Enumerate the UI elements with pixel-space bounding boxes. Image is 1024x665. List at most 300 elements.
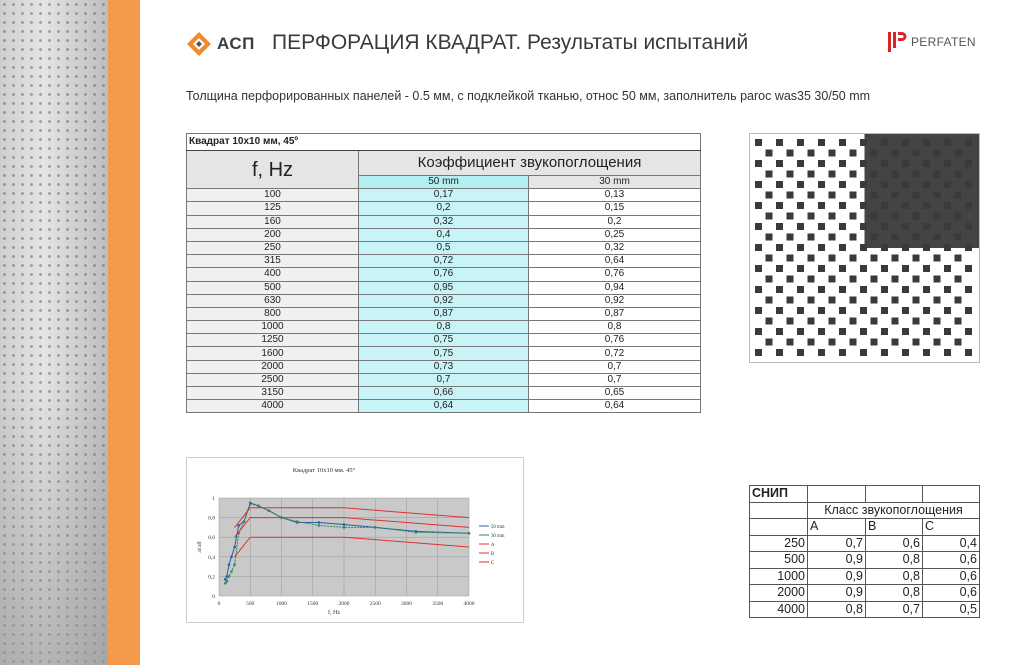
perforation-hole [892,318,899,325]
perforation-hole [934,234,941,241]
perforation-hole [871,276,878,283]
perforation-hole [776,286,783,293]
perforation-hole [955,150,962,157]
legend-label: A [491,543,495,548]
perforation-hole [902,307,909,314]
data-point [233,546,236,549]
value-30mm-cell: 0,8 [529,321,701,334]
data-point [374,526,377,529]
perforation-hole [755,328,762,335]
value-30mm-cell: 0,87 [529,307,701,320]
table-row [187,373,701,386]
table-row [187,281,701,294]
snip-value-cell: 0,6 [923,568,980,585]
perforation-hole [871,150,878,157]
snip-row [750,585,980,602]
perforation-hole [923,202,930,209]
y-tick-label: 0,8 [208,515,215,522]
perforation-hole [934,171,941,178]
perforation-hole [787,234,794,241]
value-30mm-cell: 0,65 [529,387,701,400]
x-tick-label: 1500 [307,601,319,607]
snip-value-cell: 0,9 [808,552,866,569]
perforation-hole [766,318,773,325]
data-point [257,505,260,508]
perforation-hole [955,339,962,346]
perforation-hole [944,181,951,188]
table-row [187,360,701,373]
perforation-hole [818,139,825,146]
value-30mm-cell: 0,7 [529,373,701,386]
perforation-hole [797,286,804,293]
perforation-hole [829,318,836,325]
perforation-hole [755,265,762,272]
freq-cell: 400 [187,268,359,281]
table-row [187,241,701,254]
perforation-hole [839,202,846,209]
x-tick-label: 3000 [401,601,412,607]
data-point [230,570,233,573]
perforation-hole [934,192,941,199]
perforation-pattern-image [749,133,980,363]
perforation-hole [902,265,909,272]
value-50mm-cell: 0,75 [359,347,529,360]
perforation-hole [923,223,930,230]
perforation-hole [913,150,920,157]
chart-title: Квадрат 10х10 мм. 45° [292,467,356,474]
table-row [187,387,701,400]
perforation-hole [787,297,794,304]
perforation-hole [913,234,920,241]
perforation-hole [860,307,867,314]
perforation-hole [839,139,846,146]
perforation-hole [776,160,783,167]
perforation-hole [881,223,888,230]
table-row [187,400,701,413]
snip-value-cell: 0,8 [866,552,923,569]
perforation-hole [860,265,867,272]
freq-cell: 160 [187,215,359,228]
perforation-hole [892,171,899,178]
perforation-hole [944,328,951,335]
perforation-hole [755,223,762,230]
perforation-hole [797,223,804,230]
value-30mm-cell: 0,76 [529,268,701,281]
perforation-hole [787,276,794,283]
perforation-hole [850,276,857,283]
x-tick-label: 0 [217,601,221,607]
page-title: ПЕРФОРАЦИЯ КВАДРАТ. Результаты испытаний [272,31,749,54]
perforation-hole [923,139,930,146]
perforation-hole [776,202,783,209]
perforation-hole [860,328,867,335]
table-row [187,255,701,268]
perforation-hole [881,181,888,188]
perforation-hole [934,318,941,325]
perforation-hole [860,223,867,230]
value-50mm-cell: 0,76 [359,268,529,281]
perforation-hole [766,150,773,157]
perforation-hole [965,223,972,230]
legend-label: 50 mm [491,525,505,530]
perforation-hole [850,255,857,262]
perforation-hole [829,339,836,346]
perforation-hole [776,181,783,188]
perforation-hole [850,171,857,178]
perforation-hole [818,265,825,272]
value-30mm-cell: 0,32 [529,241,701,254]
snip-title: СНИП [750,486,808,503]
perforation-hole [787,150,794,157]
perforation-hole [797,265,804,272]
perforation-hole [944,265,951,272]
data-point [233,563,236,566]
x-tick-label: 4000 [463,601,475,607]
value-30mm-cell: 0,64 [529,400,701,413]
asp-logo-icon [186,31,212,57]
perforation-hole [755,181,762,188]
table-row [187,321,701,334]
perforation-hole [955,234,962,241]
value-30mm-cell: 0,7 [529,360,701,373]
perforation-hole [818,160,825,167]
perforation-hole [787,213,794,220]
freq-cell: 250 [187,241,359,254]
legend-label: C [491,561,495,566]
perforation-hole [902,328,909,335]
perforation-hole [923,181,930,188]
col-coefficient-header: Коэффициент звукопоглощения [359,151,701,176]
snip-row [750,552,980,569]
perforation-hole [892,276,899,283]
perforation-hole [755,307,762,314]
y-axis-label: ab'aff [198,541,203,553]
perforation-hole [839,265,846,272]
snip-value-cell: 0,6 [923,552,980,569]
perforation-hole [850,150,857,157]
perforation-hole [955,255,962,262]
perforation-hole [965,181,972,188]
perforation-hole [787,192,794,199]
value-50mm-cell: 0,7 [359,373,529,386]
perforation-hole [787,171,794,178]
perforation-hole [860,244,867,251]
perforation-hole [839,181,846,188]
perforation-hole [923,328,930,335]
perforation-hole [829,213,836,220]
table-caption: Квадрат 10x10 мм, 45º [187,134,701,151]
col-50mm-header: 50 mm [359,176,529,189]
value-50mm-cell: 0,2 [359,202,529,215]
perforation-hole [787,339,794,346]
perforation-hole [829,171,836,178]
perforation-hole [965,307,972,314]
freq-cell: 315 [187,255,359,268]
perforation-hole [955,213,962,220]
value-30mm-cell: 0,15 [529,202,701,215]
perforation-hole [797,139,804,146]
perforation-hole [923,160,930,167]
table-row [187,189,701,202]
snip-value-cell: 0,6 [866,535,923,552]
asp-logo [186,30,255,58]
perforation-hole [892,213,899,220]
freq-cell: 2500 [187,373,359,386]
perforation-hole [860,286,867,293]
perforation-hole [829,234,836,241]
table-row [187,228,701,241]
snip-value-cell: 0,8 [866,568,923,585]
perforation-hole [902,160,909,167]
perforation-hole [755,286,762,293]
perforation-hole [850,318,857,325]
snip-value-cell: 0,9 [808,585,866,602]
perforation-hole [881,286,888,293]
value-30mm-cell: 0,72 [529,347,701,360]
perforation-hole [808,213,815,220]
perforation-hole [944,160,951,167]
perforation-hole [965,139,972,146]
x-tick-label: 1000 [276,601,287,607]
perforation-hole [818,181,825,188]
perforation-hole [818,244,825,251]
value-30mm-cell: 0,25 [529,228,701,241]
perforation-hole [965,286,972,293]
perforation-hole [934,339,941,346]
data-point [228,563,231,566]
snip-col-b: B [866,519,923,536]
perforation-hole [902,139,909,146]
perforation-hole [839,286,846,293]
perfaten-logo [887,30,976,54]
freq-cell: 100 [187,189,359,202]
perforation-hole [829,192,836,199]
value-50mm-cell: 0,66 [359,387,529,400]
perforation-hole [892,150,899,157]
perforation-hole [892,234,899,241]
perforation-hole [934,297,941,304]
freq-cell: 2000 [187,360,359,373]
perforation-hole [766,213,773,220]
perforation-hole [808,297,815,304]
perforation-hole [776,265,783,272]
perforation-hole [965,202,972,209]
snip-row [750,535,980,552]
perforation-hole [881,139,888,146]
perforation-hole [955,171,962,178]
perforation-hole [839,307,846,314]
perforation-hole [776,139,783,146]
chart-svg [187,458,523,622]
perforation-hole [839,244,846,251]
perforation-hole [829,276,836,283]
perforation-hole [902,181,909,188]
perforation-hole [766,255,773,262]
perforation-hole [965,244,972,251]
value-30mm-cell: 0,92 [529,294,701,307]
snip-table [749,485,980,618]
perforation-hole [850,234,857,241]
perforation-hole [839,223,846,230]
perforation-hole [850,339,857,346]
perforation-hole [839,160,846,167]
x-tick-label: 2000 [338,601,350,607]
perforation-hole [818,286,825,293]
perforation-hole [808,255,815,262]
perforation-hole [923,307,930,314]
perfaten-logo-icon [887,30,907,54]
perforation-hole [755,139,762,146]
perforation-hole [881,160,888,167]
perforation-hole [955,297,962,304]
freq-cell: 3150 [187,387,359,400]
perforation-hole [850,297,857,304]
perforation-hole [755,349,762,356]
perforation-hole [776,223,783,230]
perforation-hole [913,255,920,262]
absorption-chart [186,457,524,623]
data-point [249,503,252,506]
perforation-hole [934,276,941,283]
x-tick-label: 2500 [369,601,381,607]
data-point [237,524,240,527]
perforation-hole [860,160,867,167]
snip-freq-cell: 2000 [750,585,808,602]
ceiling-photo [0,0,108,665]
perforation-hole [808,276,815,283]
value-30mm-cell: 0,64 [529,255,701,268]
value-50mm-cell: 0,32 [359,215,529,228]
col-30mm-header: 30 mm [529,176,701,189]
perforation-hole [755,244,762,251]
perforation-hole [923,265,930,272]
perforation-hole [766,339,773,346]
perfaten-logo-text: PERFATEN [911,35,976,49]
x-tick-label: 3500 [432,601,444,607]
perforation-hole [860,349,867,356]
perforation-hole [871,297,878,304]
perforation-hole [871,171,878,178]
data-point [230,556,233,559]
value-50mm-cell: 0,5 [359,241,529,254]
data-point [228,575,231,578]
value-50mm-cell: 0,64 [359,400,529,413]
snip-freq-cell: 1000 [750,568,808,585]
perforation-hole [934,150,941,157]
data-point [318,524,321,527]
perforation-hole [955,192,962,199]
data-point [343,523,346,526]
perforation-hole [839,349,846,356]
perforation-hole [944,223,951,230]
value-50mm-cell: 0,8 [359,321,529,334]
perforation-hole [850,213,857,220]
perforation-hole [797,160,804,167]
data-point [318,521,321,524]
perforation-hole [944,349,951,356]
perforation-hole [871,213,878,220]
perforation-hole [755,160,762,167]
freq-cell: 125 [187,202,359,215]
perforation-hole [881,328,888,335]
perforation-hole [944,286,951,293]
absorption-table [186,133,701,413]
snip-value-cell: 0,7 [866,601,923,618]
value-50mm-cell: 0,75 [359,334,529,347]
perforation-hole [797,307,804,314]
freq-cell: 1250 [187,334,359,347]
perforation-hole [818,328,825,335]
perforation-hole [776,244,783,251]
y-tick-label: 0,4 [208,554,215,561]
perforation-hole [881,265,888,272]
perforation-hole [797,181,804,188]
perforation-hole [902,202,909,209]
panel-description: Толщина перфорированных панелей - 0.5 мм, с подклейкой тканью, относ 50 мм, заполнитель paroc was35 30/50 mm [186,89,871,103]
value-30mm-cell: 0,76 [529,334,701,347]
table-row [187,268,701,281]
perforation-hole [871,192,878,199]
perforation-hole [829,255,836,262]
perforation-hole [881,349,888,356]
table-row [187,334,701,347]
perforation-hole [808,150,815,157]
snip-value-cell: 0,6 [923,585,980,602]
freq-cell: 800 [187,307,359,320]
snip-freq-cell: 250 [750,535,808,552]
perforation-hole [797,202,804,209]
perforation-hole [829,297,836,304]
value-30mm-cell: 0,2 [529,215,701,228]
snip-value-cell: 0,4 [923,535,980,552]
legend-label: 30 mm [491,534,505,539]
perforation-hole [797,349,804,356]
data-point [468,532,471,535]
perforation-hole [923,349,930,356]
asp-logo-text: АСП [217,34,255,53]
snip-freq-cell: 500 [750,552,808,569]
perforation-hole [944,244,951,251]
snip-row [750,568,980,585]
perforation-hole [871,339,878,346]
perforation-hole [808,171,815,178]
data-point [268,509,271,512]
perforation-hole [944,139,951,146]
perforation-hole [913,276,920,283]
snip-value-cell: 0,8 [808,601,866,618]
perforation-hole [829,150,836,157]
perforation-hole [923,244,930,251]
table-row [187,294,701,307]
perforation-hole [860,139,867,146]
snip-freq-cell: 4000 [750,601,808,618]
perforation-hole [944,202,951,209]
perforation-hole [902,286,909,293]
y-tick-label: 1 [212,496,215,502]
x-tick-label: 500 [246,601,255,607]
perforation-hole [902,244,909,251]
perforation-hole [776,349,783,356]
accent-stripe [108,0,140,665]
freq-cell: 1000 [187,321,359,334]
value-50mm-cell: 0,95 [359,281,529,294]
perforation-hole [892,297,899,304]
perforation-hole [860,181,867,188]
perforation-hole [808,192,815,199]
snip-value-cell: 0,9 [808,568,866,585]
value-50mm-cell: 0,17 [359,189,529,202]
snip-class-header: Класс звукопоглощения [808,502,980,519]
